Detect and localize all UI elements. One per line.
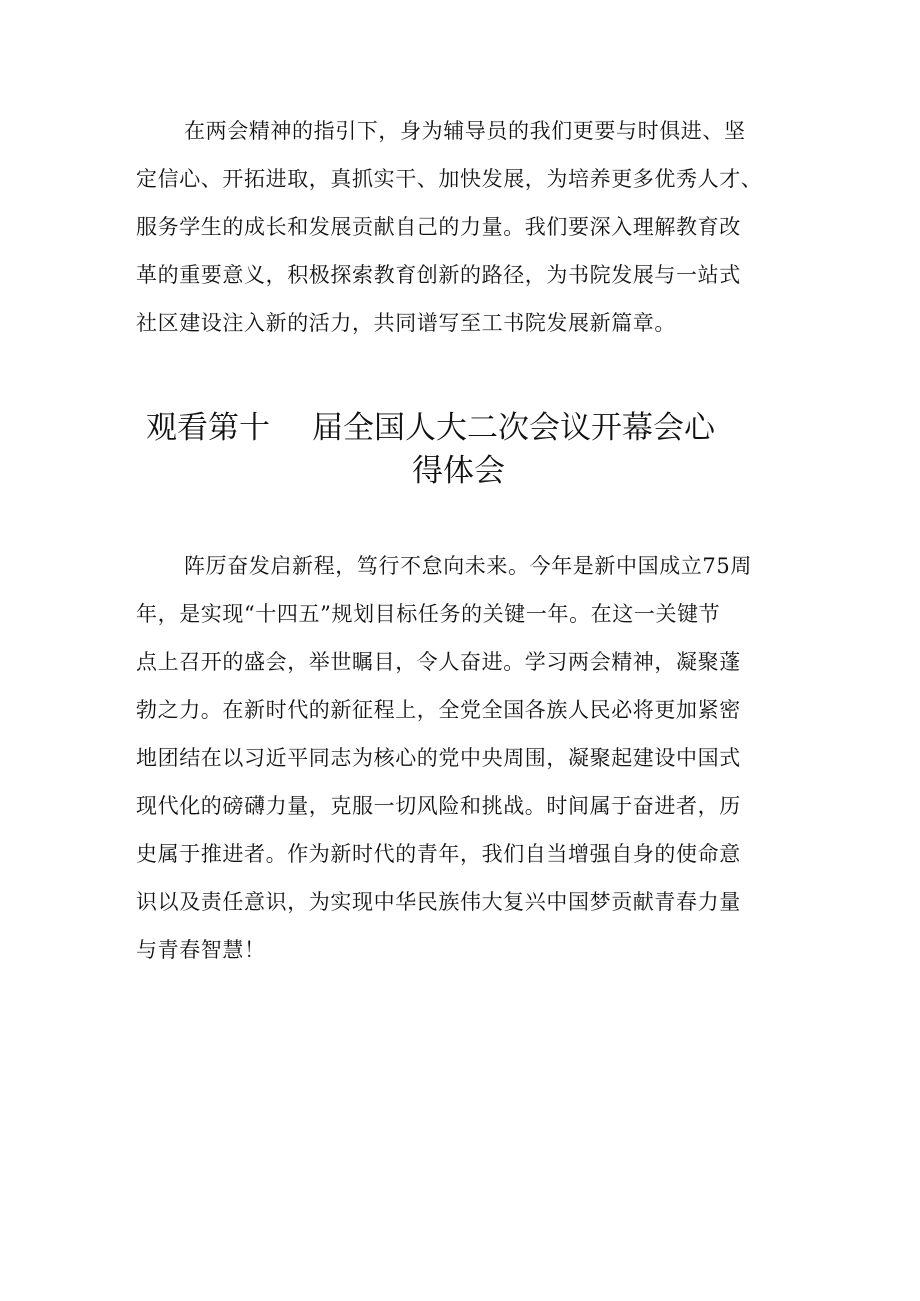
paragraph-line: 地团结在以习近平同志为核心的党中央周围，凝聚起建设中国式 <box>136 746 741 770</box>
paragraph-line: 现代化的磅礴力量，克服一切风险和挑战。时间属于奋进者，历 <box>136 794 741 818</box>
paragraph-line: 革的重要意义，积极探索教育创新的路径，为书院发展与一站式 <box>136 263 741 287</box>
paragraph-line: 识以及责任意识，为实现中华民族伟大复兴中国梦贡献青春力量 <box>136 890 741 914</box>
paragraph-line: 服务学生的成长和发展贡献自己的力量。我们要深入理解教育改 <box>136 215 741 239</box>
paragraph-line: 定信心、开拓进取，真抓实干、加快发展，为培养更多优秀人才、 <box>136 167 763 191</box>
paragraph-2 <box>136 542 796 974</box>
paragraph-line: 阵厉奋发启新程，笃行不怠向未来。今年是新中国成立75周 <box>184 554 752 578</box>
paragraph-line: 年，是实现“十四五”规划目标任务的关键一年。在这一关键节 <box>136 602 721 626</box>
heading-line-2: 得体会 <box>412 453 505 489</box>
paragraph-line: 与青春智慧！ <box>136 938 266 962</box>
heading-line-1 <box>146 404 715 452</box>
heading-part-a: 观看第十 <box>146 410 270 446</box>
paragraph-line: 社区建设注入新的活力，共同谱写至工书院发展新篇章。 <box>136 311 676 335</box>
paragraph-line: 在两会精神的指引下，身为辅导员的我们更要与时俱进、坚 <box>184 119 746 143</box>
heading-part-b: 届全国人大二次会议开幕会心 <box>312 410 715 446</box>
paragraph-1 <box>136 107 796 347</box>
paragraph-line: 史属于推进者。作为新时代的青年，我们自当增强自身的使命意 <box>136 842 741 866</box>
paragraph-line: 点上召开的盛会，举世瞩目，令人奋进。学习两会精神，凝聚蓬 <box>136 650 741 674</box>
paragraph-line: 勃之力。在新时代的新征程上，全党全国各族人民必将更加紧密 <box>136 698 741 722</box>
